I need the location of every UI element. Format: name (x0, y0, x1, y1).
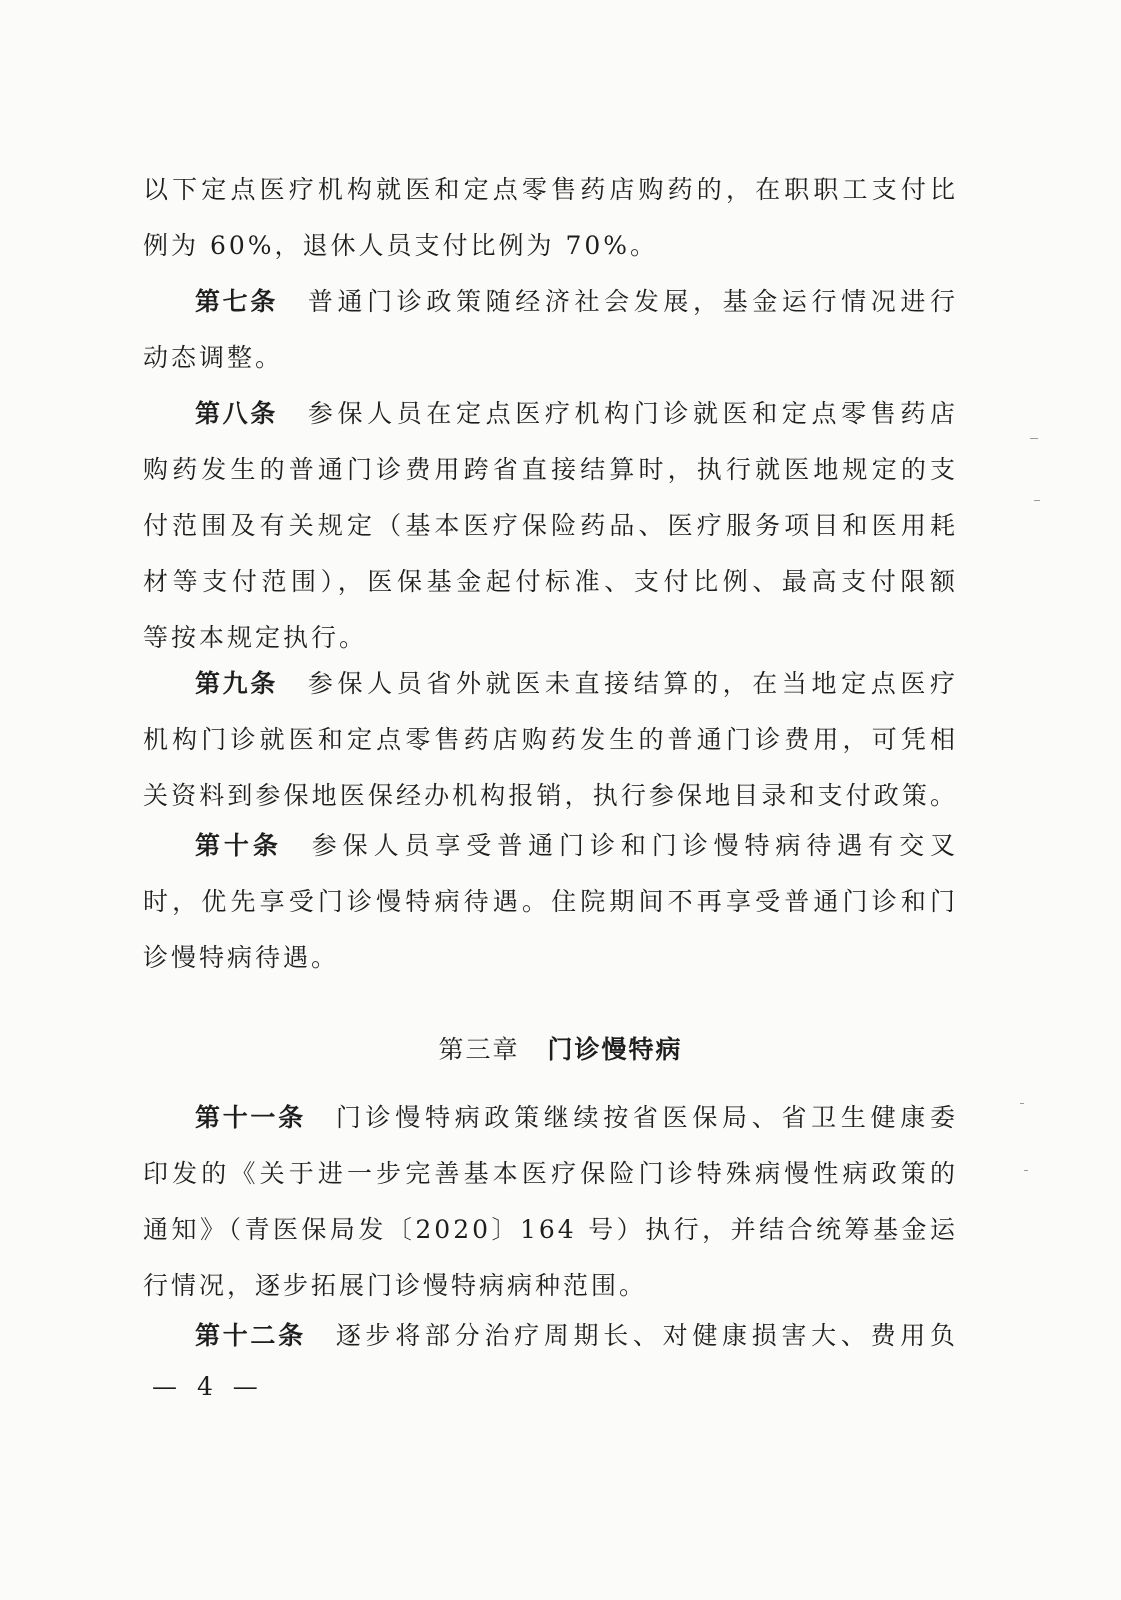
article-heading: 第八条 (195, 399, 278, 428)
text-run: 门诊慢特病政策继续按省医保局、省卫生健康委 (335, 1103, 958, 1132)
text-line: 机构门诊就医和定点零售药店购药发生的普通门诊费用，可凭相 (143, 725, 958, 754)
text-line (143, 656, 958, 712)
text-line: 付范围及有关规定（基本医疗保险药品、医疗服务项目和医用耗 (143, 511, 958, 540)
scan-speck (1030, 438, 1038, 439)
article-7 (143, 274, 958, 386)
article-heading: 第十条 (195, 831, 282, 860)
scan-speck (1024, 1170, 1028, 1171)
text-line: 印发的《关于进一步完善基本医疗保险门诊特殊病慢性病政策的 (143, 1159, 958, 1188)
text-run: 参保人员在定点医疗机构门诊就医和定点零售药店 (307, 399, 958, 428)
text-line (143, 818, 958, 874)
scan-speck (1034, 500, 1040, 501)
text-line: 通知》（青医保局发〔2020〕164 号）执行，并结合统筹基金运 (143, 1215, 958, 1244)
text-line: 诊慢特病待遇。 (143, 943, 340, 972)
paragraph-continuation (143, 162, 958, 274)
article-12 (143, 1308, 958, 1364)
text-line: 关资料到参保地医保经办机构报销，执行参保地目录和支付政策。 (143, 781, 958, 810)
text-run: 普通门诊政策随经济社会发展，基金运行情况进行 (307, 287, 958, 316)
text-run: 逐步将部分治疗周期长、对健康损害大、费用负 (335, 1321, 958, 1350)
page-number: — 4 — (152, 1372, 264, 1401)
text-line (143, 1308, 958, 1364)
text-line: 动态调整。 (143, 343, 284, 372)
text-line: 材等支付范围），医保基金起付标准、支付比例、最高支付限额 (143, 567, 958, 596)
text-line: 等按本规定执行。 (143, 623, 368, 652)
chapter-number: 第三章 (438, 1035, 520, 1064)
text-line: 行情况，逐步拓展门诊慢特病病种范围。 (143, 1271, 648, 1300)
scan-speck (1020, 1103, 1024, 1104)
article-8 (143, 386, 958, 666)
text-run: 参保人员享受普通门诊和门诊慢特病待遇有交叉 (311, 831, 958, 860)
text-run: 参保人员省外就医未直接结算的，在当地定点医疗 (307, 669, 958, 698)
article-heading: 第十一条 (195, 1103, 306, 1132)
article-11 (143, 1090, 958, 1314)
text-line (143, 274, 958, 330)
article-10 (143, 818, 958, 986)
text-line: 例为 60%，退休人员支付比例为 70%。 (143, 231, 659, 260)
text-line (143, 1090, 958, 1146)
text-line: 时，优先享受门诊慢特病待遇。住院期间不再享受普通门诊和门 (143, 887, 958, 916)
text-line (143, 386, 958, 442)
article-heading: 第九条 (195, 669, 278, 698)
chapter-heading (0, 1030, 1121, 1066)
article-heading: 第十二条 (195, 1321, 306, 1350)
article-9 (143, 656, 958, 824)
article-heading: 第七条 (195, 287, 278, 316)
text-line: 购药发生的普通门诊费用跨省直接结算时，执行就医地规定的支 (143, 455, 958, 484)
text-line: 以下定点医疗机构就医和定点零售药店购药的，在职职工支付比 (143, 175, 958, 204)
chapter-title: 门诊慢特病 (547, 1035, 683, 1064)
